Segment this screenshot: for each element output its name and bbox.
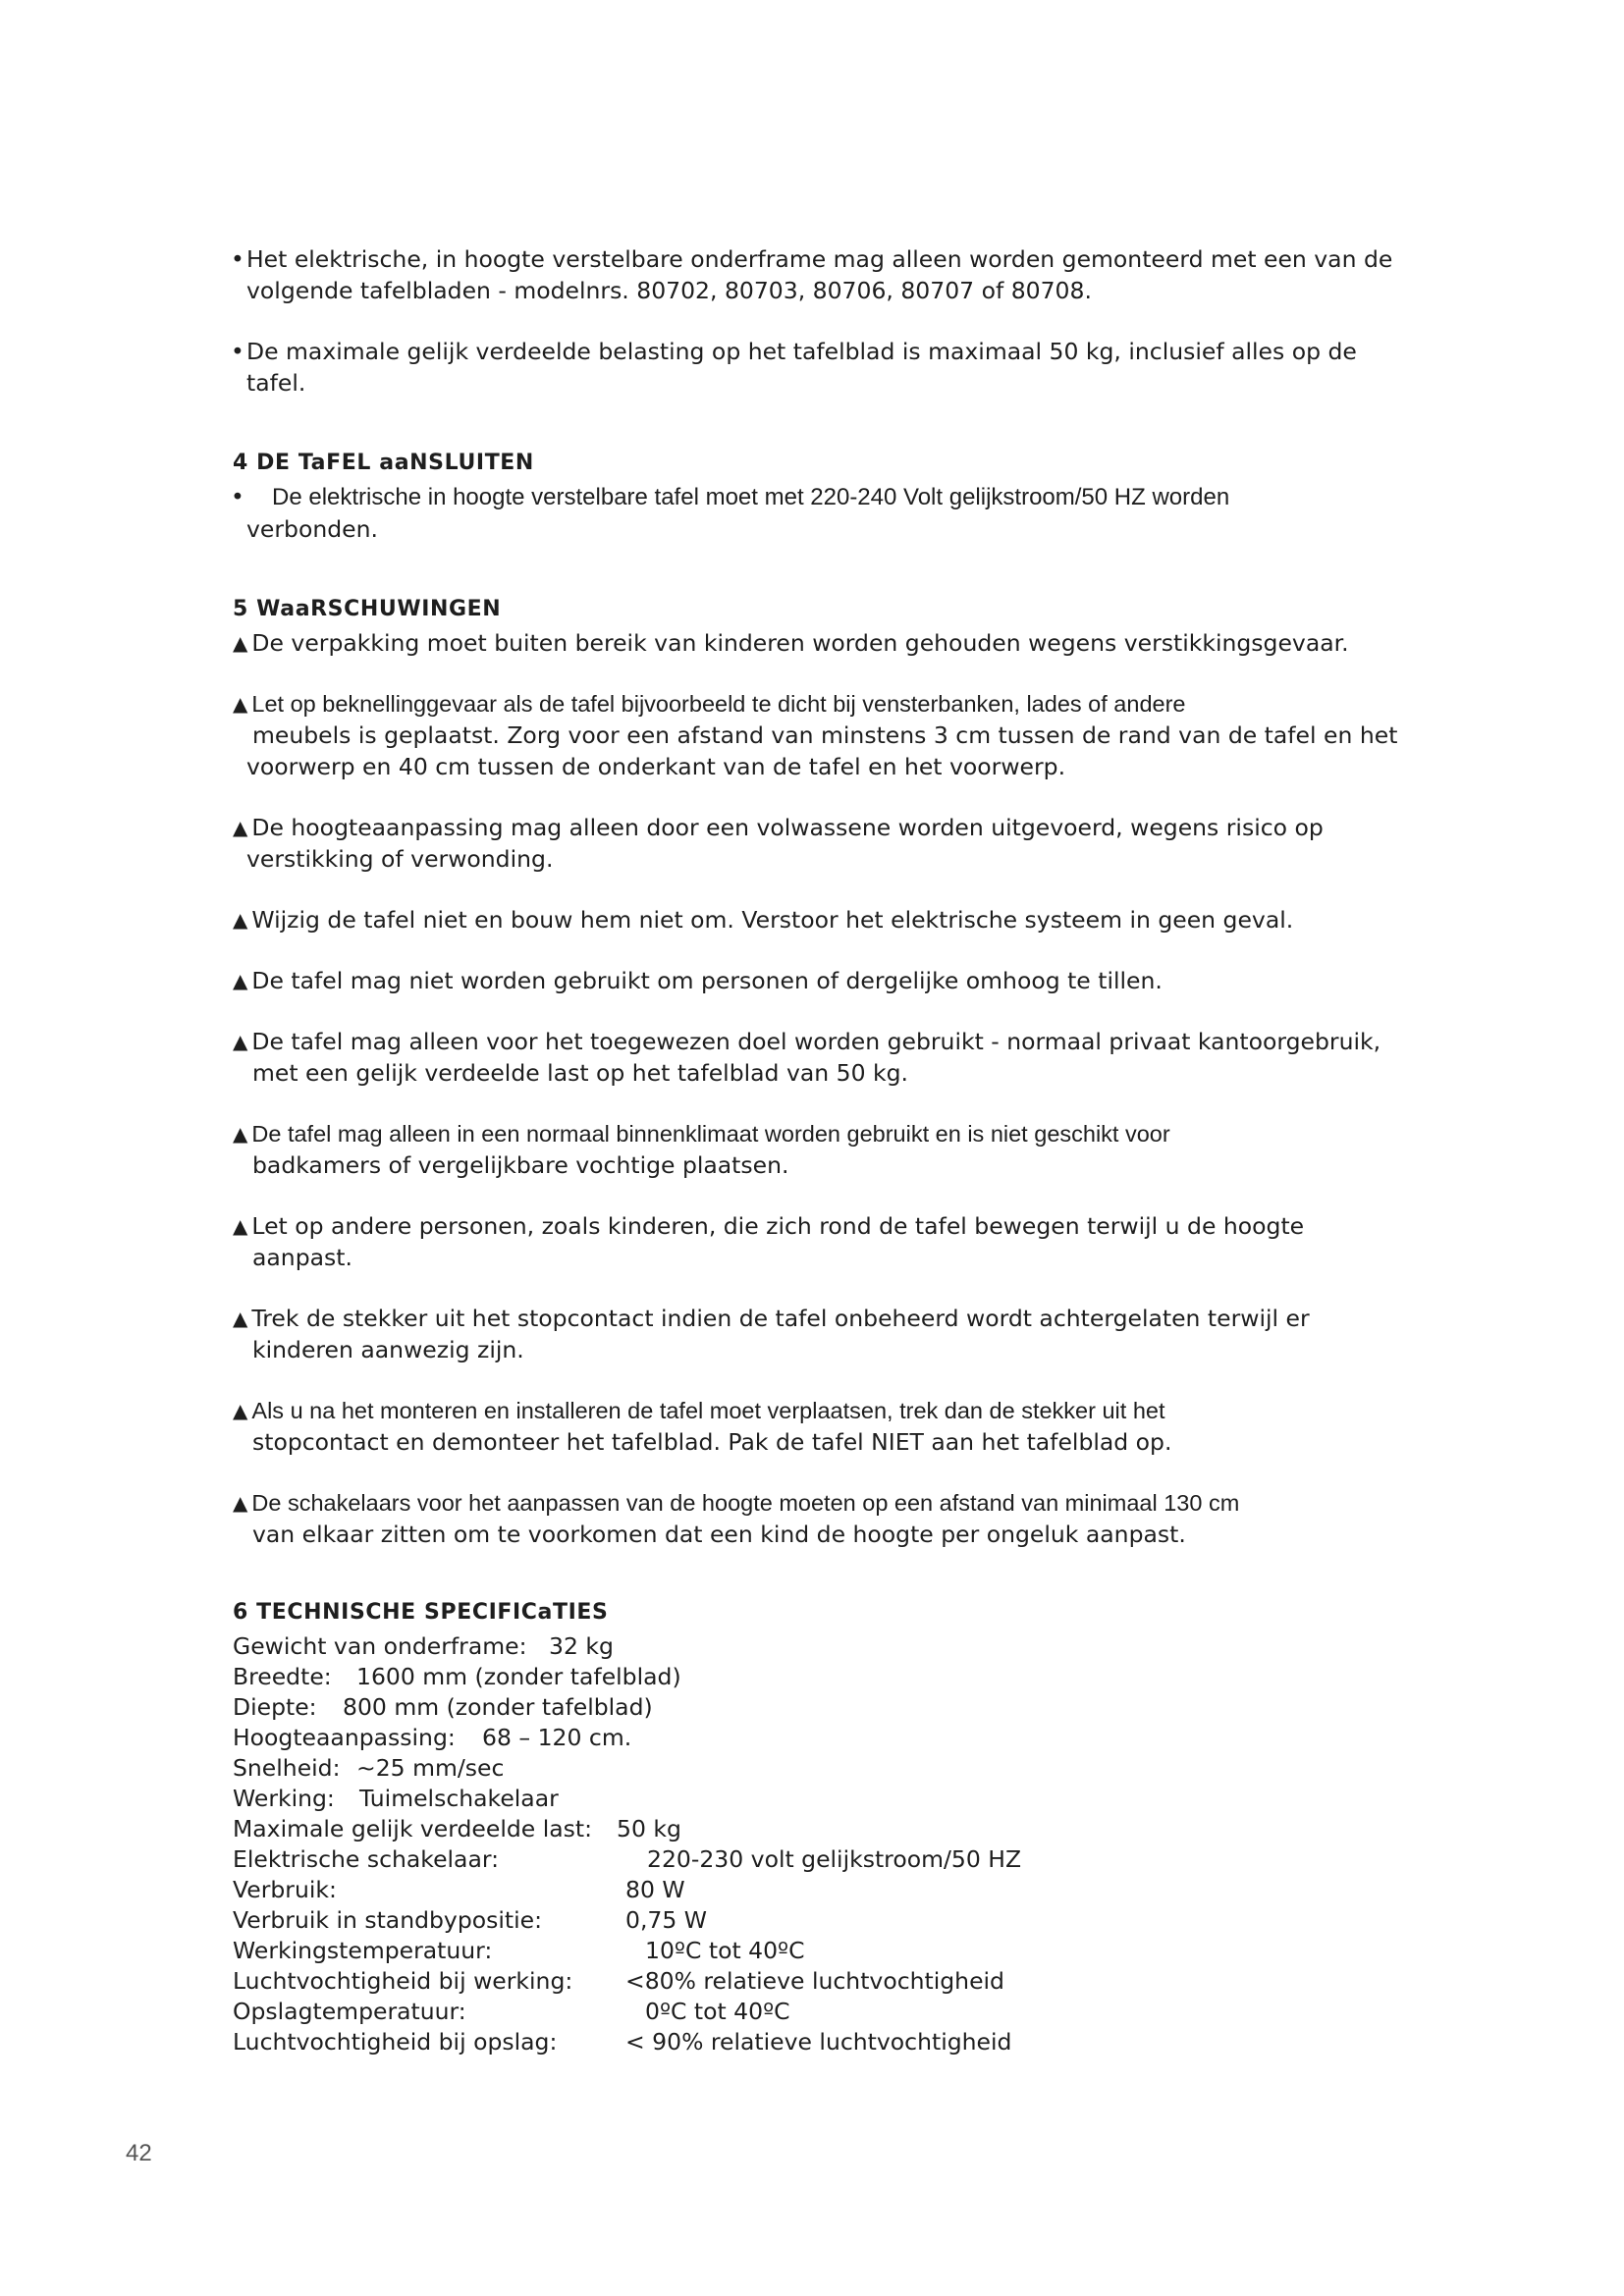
page-number: 42 bbox=[126, 2140, 152, 2166]
bullet-dot-icon: • bbox=[231, 483, 244, 510]
spec-value: 32 kg bbox=[549, 1632, 614, 1660]
bullet-dot-icon: • bbox=[231, 245, 244, 273]
spec-row-electric-switch bbox=[233, 1843, 1022, 1875]
warning-triangle-icon: ▲ bbox=[233, 1399, 248, 1422]
spec-value: < 90% relatieve luchtvochtigheid bbox=[625, 2028, 1012, 2056]
warning-triangle-icon: ▲ bbox=[233, 1491, 248, 1515]
spec-value: 10ºC tot 40ºC bbox=[645, 1937, 805, 1964]
spec-row-operating-temperature bbox=[233, 1935, 805, 1966]
spec-label: Maximale gelijk verdeelde last: bbox=[233, 1815, 593, 1842]
spec-label: Luchtvochtigheid bij werking: bbox=[233, 1967, 573, 1995]
warning-text-line: De schakelaars voor het aanpassen van de hoogte moeten op een afstand van minimaal 130 cm bbox=[251, 1490, 1240, 1516]
spec-row-height-adjustment bbox=[233, 1722, 632, 1753]
warning-text-line: Let op beknellinggevaar als de tafel bijvoorbeeld te dicht bij vensterbanken, lades of andere bbox=[251, 691, 1186, 717]
connect-bullet bbox=[233, 481, 1411, 545]
spec-row-width bbox=[233, 1661, 681, 1692]
warning-triangle-icon: ▲ bbox=[233, 631, 248, 655]
spec-value: 220-230 volt gelijkstroom/50 HZ bbox=[647, 1845, 1022, 1873]
intro-bullet-max-load bbox=[233, 336, 1411, 399]
warning-triangle-icon: ▲ bbox=[233, 1214, 248, 1238]
warning-triangle-icon: ▲ bbox=[233, 1122, 248, 1146]
warning-text-line: Als u na het monteren en installeren de tafel moet verplaatsen, trek dan de stekker uit het bbox=[251, 1398, 1165, 1423]
spec-row-standby-consumption bbox=[233, 1904, 708, 1936]
spec-row-consumption bbox=[233, 1874, 685, 1905]
section-connect-table bbox=[233, 448, 1411, 545]
warning-text-line: Wijzig de tafel niet en bouw hem niet om. Verstoor het elektrische systeem in geen geval. bbox=[251, 906, 1294, 934]
warning-text-line: De tafel mag alleen in een normaal binnenklimaat worden gebruikt en is niet geschikt voor bbox=[251, 1121, 1170, 1147]
spec-row-operation bbox=[233, 1783, 559, 1814]
section-technical-specs bbox=[233, 1597, 1411, 2078]
section-4-heading: 4 DE TaFEL aaNSLUITEN bbox=[233, 451, 534, 475]
bullet-text-line2: tafel. bbox=[246, 369, 306, 397]
warning-item bbox=[233, 965, 1411, 996]
warning-text-line: kinderen aanwezig zijn. bbox=[252, 1336, 524, 1363]
spec-value: 68 – 120 cm. bbox=[482, 1724, 632, 1751]
section-warnings bbox=[233, 594, 1411, 1550]
spec-row-max-load bbox=[233, 1813, 681, 1844]
spec-label: Luchtvochtigheid bij opslag: bbox=[233, 2028, 558, 2056]
spec-label: Opslagtemperatuur: bbox=[233, 1998, 466, 2025]
spec-list bbox=[233, 1630, 1411, 2078]
section-6-heading: 6 TECHNISCHE SPECIFICaTIES bbox=[233, 1600, 609, 1625]
spec-value: 80 W bbox=[625, 1876, 685, 1903]
page-content bbox=[233, 243, 1411, 2078]
spec-row-operating-humidity bbox=[233, 1965, 1004, 1997]
bullet-text-line1: Het elektrische, in hoogte verstelbare onderframe mag alleen worden gemonteerd met een van de bbox=[246, 245, 1393, 273]
spec-row-speed bbox=[233, 1752, 505, 1784]
warning-text-line: aanpast. bbox=[252, 1244, 352, 1271]
warning-text-line: De hoogteaanpassing mag alleen door een volwassene worden uitgevoerd, wegens risico op bbox=[251, 814, 1324, 841]
warning-item bbox=[233, 627, 1411, 659]
spec-value: 1600 mm (zonder tafelblad) bbox=[356, 1663, 681, 1690]
spec-row-storage-humidity bbox=[233, 2026, 1012, 2057]
spec-row-depth bbox=[233, 1691, 653, 1723]
spec-value: 50 kg bbox=[617, 1815, 681, 1842]
bullet-text-line2: volgende tafelbladen - modelnrs. 80702, 80703, 80706, 80707 of 80708. bbox=[246, 277, 1092, 304]
warning-text-line: badkamers of vergelijkbare vochtige plaatsen. bbox=[252, 1151, 789, 1179]
warning-text-line: voorwerp en 40 cm tussen de onderkant van de tafel en het voorwerp. bbox=[246, 753, 1066, 780]
warning-triangle-icon: ▲ bbox=[233, 969, 248, 992]
bullet-text-line1: De maximale gelijk verdeelde belasting op het tafelblad is maximaal 50 kg, inclusief alles op de bbox=[246, 338, 1357, 365]
warning-text-line: Trek de stekker uit het stopcontact indien de tafel onbeheerd wordt achtergelaten terwijl er bbox=[251, 1305, 1310, 1332]
spec-label: Werking: bbox=[233, 1785, 335, 1812]
connect-text-line1: De elektrische in hoogte verstelbare tafel moet met 220-240 Volt gelijkstroom/50 HZ worden bbox=[272, 484, 1230, 510]
spec-value: ~25 mm/sec bbox=[356, 1754, 505, 1782]
warning-text-line: met een gelijk verdeelde last op het tafelblad van 50 kg. bbox=[252, 1059, 908, 1087]
warning-text-line: verstikking of verwonding. bbox=[246, 845, 554, 873]
warning-item bbox=[233, 1487, 1411, 1550]
warning-text-line: Let op andere personen, zoals kinderen, die zich rond de tafel bewegen terwijl u de hoogte bbox=[251, 1212, 1305, 1240]
spec-label: Verbruik: bbox=[233, 1876, 337, 1903]
warning-text-line: van elkaar zitten om te voorkomen dat een kind de hoogte per ongeluk aanpast. bbox=[252, 1521, 1186, 1548]
warning-item bbox=[233, 904, 1411, 935]
warning-triangle-icon: ▲ bbox=[233, 908, 248, 932]
spec-label: Werkingstemperatuur: bbox=[233, 1937, 493, 1964]
spec-value: 0,75 W bbox=[625, 1906, 708, 1934]
spec-label: Gewicht van onderframe: bbox=[233, 1632, 527, 1660]
spec-label: Verbruik in standbypositie: bbox=[233, 1906, 543, 1934]
spec-row-weight bbox=[233, 1630, 614, 1662]
spec-value: 800 mm (zonder tafelblad) bbox=[343, 1693, 653, 1721]
spec-label: Snelheid: bbox=[233, 1754, 341, 1782]
warning-text-line: meubels is geplaatst. Zorg voor een afstand van minstens 3 cm tussen de rand van de tafel en het bbox=[252, 721, 1398, 749]
warning-triangle-icon: ▲ bbox=[233, 692, 248, 716]
spec-label: Breedte: bbox=[233, 1663, 332, 1690]
warning-text-line: stopcontact en demonteer het tafelblad. Pak de tafel NIET aan het tafelblad op. bbox=[252, 1428, 1172, 1456]
warning-item bbox=[233, 1210, 1411, 1273]
bullet-dot-icon: • bbox=[231, 338, 244, 365]
spec-label: Hoogteaanpassing: bbox=[233, 1724, 456, 1751]
warning-item bbox=[233, 1026, 1411, 1089]
warning-text-line: De verpakking moet buiten bereik van kinderen worden gehouden wegens verstikkingsgevaar. bbox=[251, 629, 1349, 657]
section-5-heading: 5 WaaRSCHUWINGEN bbox=[233, 597, 502, 621]
warning-item bbox=[233, 1118, 1411, 1181]
warning-item bbox=[233, 1395, 1411, 1458]
spec-value: <80% relatieve luchtvochtigheid bbox=[625, 1967, 1004, 1995]
warning-item bbox=[233, 1303, 1411, 1365]
warning-triangle-icon: ▲ bbox=[233, 1030, 248, 1053]
spec-label: Elektrische schakelaar: bbox=[233, 1845, 500, 1873]
warning-text-line: De tafel mag alleen voor het toegewezen doel worden gebruikt - normaal privaat kantoorgebruik, bbox=[251, 1028, 1381, 1055]
spec-label: Diepte: bbox=[233, 1693, 317, 1721]
warning-triangle-icon: ▲ bbox=[233, 1307, 248, 1330]
connect-text-line2: verbonden. bbox=[246, 515, 378, 543]
warning-text-line: De tafel mag niet worden gebruikt om personen of dergelijke omhoog te tillen. bbox=[251, 967, 1163, 994]
warning-item bbox=[233, 812, 1411, 875]
spec-value: 0ºC tot 40ºC bbox=[645, 1998, 790, 2025]
intro-bullet-frame-compatibility bbox=[233, 243, 1411, 306]
spec-value: Tuimelschakelaar bbox=[359, 1785, 559, 1812]
spec-row-storage-temperature bbox=[233, 1996, 790, 2027]
warning-triangle-icon: ▲ bbox=[233, 816, 248, 839]
warning-item bbox=[233, 688, 1411, 782]
